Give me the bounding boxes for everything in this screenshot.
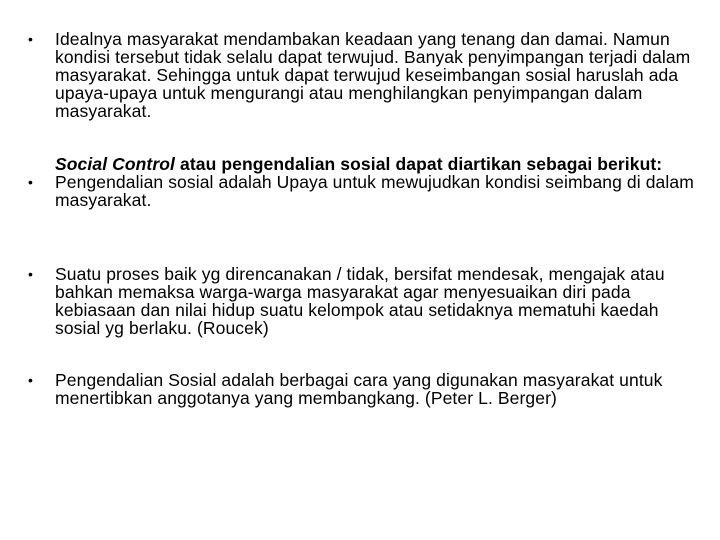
bullet-icon: • [28,31,33,47]
bullet-paragraph-roucek [28,265,708,337]
bullet-icon: • [28,174,33,190]
bullet-icon: • [28,266,33,282]
definition-section [28,155,708,209]
definition-bullet [28,173,708,209]
definition-heading [55,155,708,173]
heading-italic-term: Social Control [55,154,176,174]
paragraph-text: Suatu proses baik yg direncanakan / tidak, bersifat mendesak, mengajak atau bahkan memaksa warga-warga masyarakat agar menyesuaikan diri pada kebiasaan dan nilai hidup suatu kelompok atau setidaknya mematuhi kaedah sosial yg berlaku. (Roucek) [55,264,665,338]
paragraph-text: Pengendalian Sosial adalah berbagai cara yang digunakan masyarakat untuk menertibkan anggotanya yang membangkang. (Peter L. Berger) [55,370,663,408]
bullet-paragraph-berger [28,371,708,407]
paragraph-text: Idealnya masyarakat mendambakan keadaan yang tenang dan damai. Namun kondisi tersebut tidak selalu dapat terwujud. Banyak penyimpangan terjadi dalam masyarakat. Sehingga untuk dapat terwujud keseimbangan sosial haruslah ada upaya-upaya untuk mengurangi atau menghilangkan penyimpangan dalam masyarakat. [55,29,691,121]
paragraph-text: Pengendalian sosial adalah Upaya untuk mewujudkan kondisi seimbang di dalam masyarakat. [55,172,694,210]
heading-rest: atau pengendalian sosial dapat diartikan sebagai berikut: [175,154,663,174]
bullet-icon: • [28,372,33,388]
bullet-paragraph-ideal-society [28,30,708,120]
